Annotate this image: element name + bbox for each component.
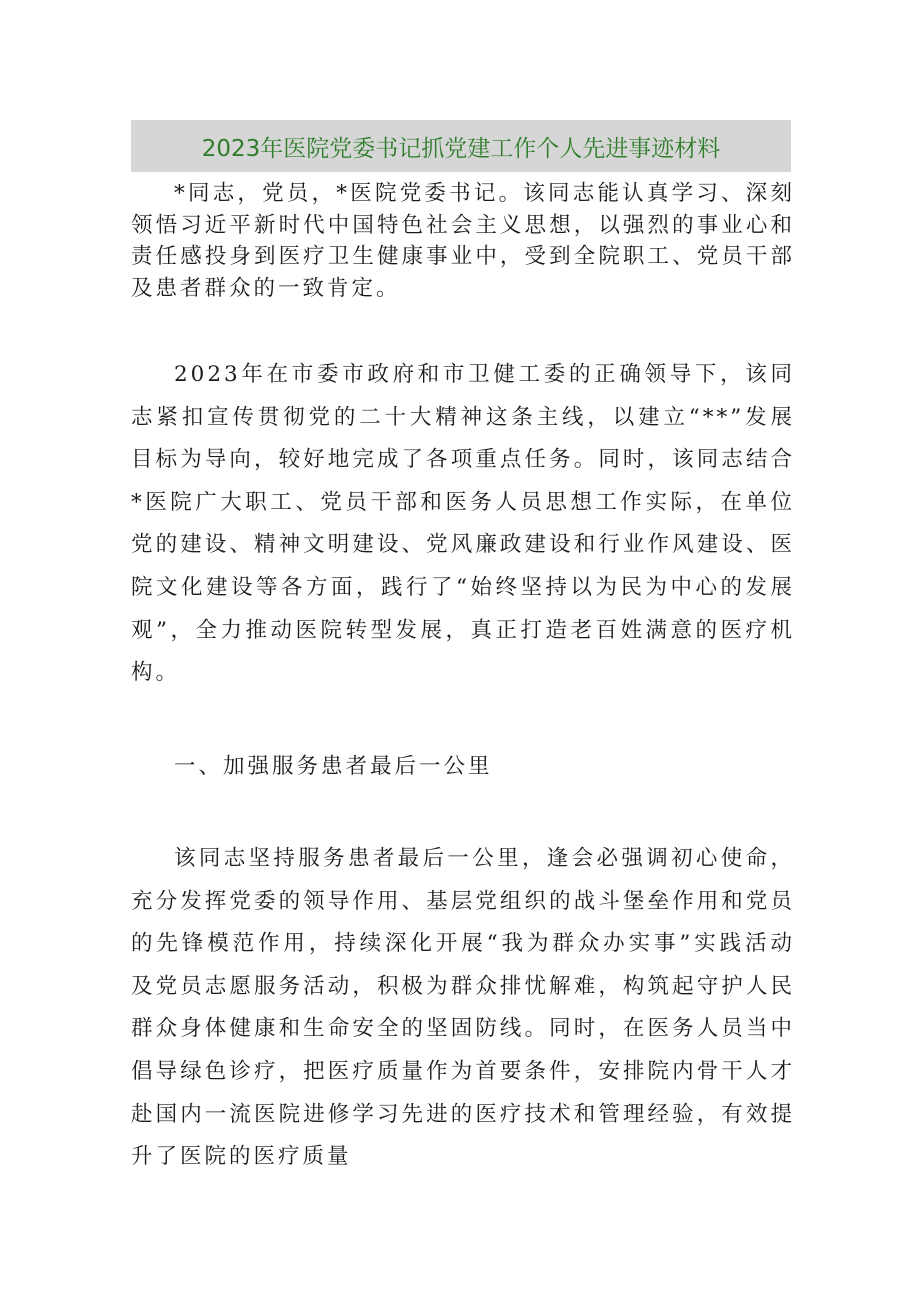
body-paragraph-1: 2023年在市委市政府和市卫健工委的正确领导下，该同志紧扣宣传贯彻党的二十大精神这条主线，以建立“**”发展目标为导向，较好地完成了各项重点任务。同时，该同志结合*医院广大职工、党员干部和医务人员思想工作实际，在单位党的建设、精神文明建设、党风廉政建设和行业作风建设、医院文化建设等各方面，践行了“始终坚持以为民为中心的发展观”，全力推动医院转型发展，真正打造老百姓满意的医疗机构。 [131, 362, 795, 686]
body-paragraph-2: 该同志坚持服务患者最后一公里，逢会必强调初心使命，充分发挥党委的领导作用、基层党组织的战斗堡垒作用和党员的先锋模范作用，持续深化开展“我为群众办实事”实践活动及党员志愿服务活动，积极为群众排忧解难，构筑起守护人民群众身体健康和生命安全的坚固防线。同时，在医务人员当中倡导绿色诊疗，把医疗质量作为首要条件，安排院内骨干人才赴国内一流医院进修学习先进的医疗技术和管理经验，有效提升了医院的医疗质量 [131, 846, 795, 1170]
section-heading-1: 一、加强服务患者最后一公里 [174, 754, 493, 779]
document-title: 2023年医院党委书记抓党建工作个人先进事迹材料 [201, 135, 721, 162]
intro-paragraph: *同志，党员，*医院党委书记。该同志能认真学习、深刻领悟习近平新时代中国特色社会主义思想，以强烈的事业心和责任感投身到医疗卫生健康事业中，受到全院职工、党员干部及患者群众的一致肯定。 [131, 181, 795, 301]
title-banner [131, 120, 791, 172]
